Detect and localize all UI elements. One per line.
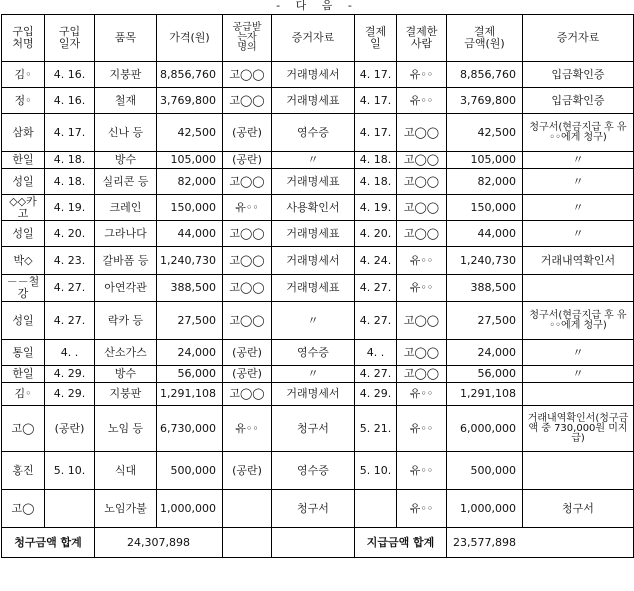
amount-cell: 27,500	[447, 302, 523, 340]
paid-total-value: 23,577,898	[447, 528, 634, 558]
pay-date-cell: 4. 17.	[355, 88, 397, 114]
price-cell: 105,000	[157, 152, 223, 169]
price-cell: 82,000	[157, 169, 223, 195]
vendor-cell: 한일	[2, 366, 45, 383]
table-row	[2, 302, 634, 340]
amount-cell: 44,000	[447, 221, 523, 247]
amount-cell: 8,856,760	[447, 62, 523, 88]
evidence2-cell	[523, 383, 634, 406]
amount-cell: 105,000	[447, 152, 523, 169]
blank-cell	[272, 528, 355, 558]
date-cell: 4. 27.	[45, 275, 95, 302]
payer-cell: 유◦◦	[397, 247, 447, 275]
evidence2-cell: 〃	[523, 340, 634, 366]
item-cell: 아연각관	[95, 275, 157, 302]
evidence2-cell: 입금확인증	[523, 62, 634, 88]
header-row	[2, 15, 634, 62]
evidence-cell: 거래명세표	[272, 88, 355, 114]
price-cell: 1,000,000	[157, 490, 223, 528]
pay-date-cell: 4. 29.	[355, 383, 397, 406]
table-row	[2, 366, 634, 383]
evidence2-cell: 거래내역확인서(청구금액 중 730,000원 미지급)	[523, 406, 634, 452]
payer-cell: 고◯◯	[397, 152, 447, 169]
payee-cell: (공란)	[223, 340, 272, 366]
evidence2-cell: 청구서	[523, 490, 634, 528]
payer-cell: 유◦◦	[397, 452, 447, 490]
item-cell: 식대	[95, 452, 157, 490]
date-cell: (공란)	[45, 406, 95, 452]
amount-cell: 42,500	[447, 114, 523, 152]
pay-date-cell: 4. 17.	[355, 62, 397, 88]
price-cell: 1,291,108	[157, 383, 223, 406]
item-cell: 노임가불	[95, 490, 157, 528]
evidence-cell: 영수증	[272, 452, 355, 490]
payer-cell: 고◯◯	[397, 195, 447, 221]
amount-cell: 500,000	[447, 452, 523, 490]
amount-cell: 1,000,000	[447, 490, 523, 528]
payer-cell: 유◦◦	[397, 88, 447, 114]
vendor-cell: 한일	[2, 152, 45, 169]
amount-cell: 150,000	[447, 195, 523, 221]
pay-date-cell: 4. 27.	[355, 302, 397, 340]
payee-cell: 고◯◯	[223, 275, 272, 302]
table-row	[2, 221, 634, 247]
date-cell: 4. 23.	[45, 247, 95, 275]
table-row	[2, 340, 634, 366]
price-cell: 6,730,000	[157, 406, 223, 452]
vendor-cell: 통일	[2, 340, 45, 366]
evidence-cell: 거래명세서	[272, 62, 355, 88]
evidence2-cell: 〃	[523, 169, 634, 195]
evidence-cell: 영수증	[272, 340, 355, 366]
vendor-cell: 고◯	[2, 406, 45, 452]
item-cell: 철재	[95, 88, 157, 114]
payee-cell: 유◦◦	[223, 406, 272, 452]
payee-cell: (공란)	[223, 152, 272, 169]
vendor-cell: ◇◇카고	[2, 195, 45, 221]
evidence2-cell: 〃	[523, 152, 634, 169]
pay-date-cell: 5. 10.	[355, 452, 397, 490]
price-cell: 1,240,730	[157, 247, 223, 275]
price-cell: 56,000	[157, 366, 223, 383]
evidence-cell: 거래명세표	[272, 275, 355, 302]
table-row	[2, 114, 634, 152]
payer-cell: 고◯◯	[397, 114, 447, 152]
evidence-cell: 사용확인서	[272, 195, 355, 221]
payer-cell: 고◯◯	[397, 169, 447, 195]
payee-cell: (공란)	[223, 452, 272, 490]
payee-cell: 고◯◯	[223, 221, 272, 247]
payee-cell: 고◯◯	[223, 302, 272, 340]
payer-cell: 고◯◯	[397, 221, 447, 247]
payee-cell: (공란)	[223, 366, 272, 383]
price-cell: 500,000	[157, 452, 223, 490]
section-heading: - 다 음 -	[276, 0, 358, 12]
pay-date-cell: 4. .	[355, 340, 397, 366]
table-row	[2, 406, 634, 452]
date-cell: 4. 29.	[45, 383, 95, 406]
item-cell: 실리콘 등	[95, 169, 157, 195]
item-cell: 지붕판	[95, 62, 157, 88]
amount-cell: 1,291,108	[447, 383, 523, 406]
table-row	[2, 169, 634, 195]
header-payer: 결제한 사람	[397, 15, 447, 62]
date-cell: 4. 18.	[45, 169, 95, 195]
header-pay-date: 결제 일	[355, 15, 397, 62]
date-cell: 4. 16.	[45, 88, 95, 114]
evidence2-cell: 〃	[523, 195, 634, 221]
header-amount: 결제 금액(원)	[447, 15, 523, 62]
date-cell: 4. 19.	[45, 195, 95, 221]
price-cell: 8,856,760	[157, 62, 223, 88]
table-row	[2, 275, 634, 302]
amount-cell: 56,000	[447, 366, 523, 383]
date-cell: 4. 27.	[45, 302, 95, 340]
price-cell: 27,500	[157, 302, 223, 340]
evidence2-cell	[523, 452, 634, 490]
vendor-cell: 성일	[2, 169, 45, 195]
pay-date-cell: 4. 24.	[355, 247, 397, 275]
payer-cell: 고◯◯	[397, 366, 447, 383]
price-cell: 24,000	[157, 340, 223, 366]
evidence2-cell: 〃	[523, 366, 634, 383]
evidence-cell: 청구서	[272, 490, 355, 528]
table-row	[2, 247, 634, 275]
evidence-cell: 거래명세서	[272, 247, 355, 275]
evidence2-cell: 〃	[523, 221, 634, 247]
amount-cell: 3,769,800	[447, 88, 523, 114]
payment-table	[1, 14, 634, 558]
payee-cell: 고◯◯	[223, 247, 272, 275]
table-row	[2, 62, 634, 88]
amount-cell: 24,000	[447, 340, 523, 366]
payer-cell: 유◦◦	[397, 62, 447, 88]
pay-date-cell: 4. 18.	[355, 152, 397, 169]
header-vendor: 구입 처명	[2, 15, 45, 62]
claim-total-label: 청구금액 합계	[2, 528, 95, 558]
evidence2-cell: 거래내역확인서	[523, 247, 634, 275]
price-cell: 42,500	[157, 114, 223, 152]
price-cell: 150,000	[157, 195, 223, 221]
pay-date-cell: 4. 18.	[355, 169, 397, 195]
vendor-cell: －－철강	[2, 275, 45, 302]
pay-date-cell: 4. 20.	[355, 221, 397, 247]
date-cell: 4. 16.	[45, 62, 95, 88]
vendor-cell: 성일	[2, 221, 45, 247]
table-row	[2, 152, 634, 169]
payee-cell: 고◯◯	[223, 62, 272, 88]
item-cell: 방수	[95, 366, 157, 383]
table-row	[2, 490, 634, 528]
item-cell: 신나 등	[95, 114, 157, 152]
evidence-cell: 〃	[272, 366, 355, 383]
date-cell: 4. 17.	[45, 114, 95, 152]
vendor-cell: 성일	[2, 302, 45, 340]
payer-cell: 유◦◦	[397, 275, 447, 302]
payer-cell: 유◦◦	[397, 406, 447, 452]
vendor-cell: 고◯	[2, 490, 45, 528]
evidence-cell: 거래명세서	[272, 383, 355, 406]
header-evidence2: 증거자료	[523, 15, 634, 62]
evidence-cell: 거래명세표	[272, 221, 355, 247]
evidence2-cell: 청구서(현금지급 후 유◦◦에게 청구)	[523, 114, 634, 152]
item-cell: 방수	[95, 152, 157, 169]
evidence-cell: 거래명세표	[272, 169, 355, 195]
evidence-cell: 영수증	[272, 114, 355, 152]
payee-cell: 고◯◯	[223, 169, 272, 195]
payee-cell: 유◦◦	[223, 195, 272, 221]
table-row	[2, 195, 634, 221]
amount-cell: 82,000	[447, 169, 523, 195]
date-cell: 4. 29.	[45, 366, 95, 383]
evidence-cell: 〃	[272, 152, 355, 169]
date-cell: 4. .	[45, 340, 95, 366]
blank-cell	[223, 528, 272, 558]
amount-cell: 6,000,000	[447, 406, 523, 452]
item-cell: 그라나다	[95, 221, 157, 247]
vendor-cell: 삼화	[2, 114, 45, 152]
payee-cell: (공란)	[223, 114, 272, 152]
amount-cell: 388,500	[447, 275, 523, 302]
header-evidence: 증거자료	[272, 15, 355, 62]
header-payee: 공급받 는자 명의	[223, 15, 272, 62]
pay-date-cell	[355, 490, 397, 528]
pay-date-cell: 4. 17.	[355, 114, 397, 152]
price-cell: 44,000	[157, 221, 223, 247]
payer-cell: 유◦◦	[397, 490, 447, 528]
price-cell: 388,500	[157, 275, 223, 302]
header-item: 품목	[95, 15, 157, 62]
payer-cell: 고◯◯	[397, 340, 447, 366]
item-cell: 노임 등	[95, 406, 157, 452]
pay-date-cell: 4. 27.	[355, 275, 397, 302]
pay-date-cell: 4. 19.	[355, 195, 397, 221]
pay-date-cell: 5. 21.	[355, 406, 397, 452]
payee-cell: 고◯◯	[223, 383, 272, 406]
evidence2-cell	[523, 275, 634, 302]
item-cell: 락카 등	[95, 302, 157, 340]
item-cell: 지붕판	[95, 383, 157, 406]
vendor-cell: 정◦	[2, 88, 45, 114]
vendor-cell: 김◦	[2, 62, 45, 88]
evidence-cell: 청구서	[272, 406, 355, 452]
vendor-cell: 홍진	[2, 452, 45, 490]
date-cell: 4. 20.	[45, 221, 95, 247]
totals-row	[2, 528, 634, 558]
vendor-cell: 박◇	[2, 247, 45, 275]
paid-total-label: 지급금액 합계	[355, 528, 447, 558]
date-cell: 5. 10.	[45, 452, 95, 490]
table-row	[2, 88, 634, 114]
evidence-cell: 〃	[272, 302, 355, 340]
item-cell: 크레인	[95, 195, 157, 221]
payee-cell	[223, 490, 272, 528]
payee-cell: 고◯◯	[223, 88, 272, 114]
table-row	[2, 452, 634, 490]
date-cell	[45, 490, 95, 528]
item-cell: 산소가스	[95, 340, 157, 366]
date-cell: 4. 18.	[45, 152, 95, 169]
payer-cell: 유◦◦	[397, 383, 447, 406]
vendor-cell: 김◦	[2, 383, 45, 406]
claim-total-value: 24,307,898	[95, 528, 223, 558]
header-date: 구입 일자	[45, 15, 95, 62]
item-cell: 갈바폼 등	[95, 247, 157, 275]
amount-cell: 1,240,730	[447, 247, 523, 275]
pay-date-cell: 4. 27.	[355, 366, 397, 383]
evidence2-cell: 입금확인증	[523, 88, 634, 114]
evidence2-cell: 청구서(현금지급 후 유◦◦에게 청구)	[523, 302, 634, 340]
header-price: 가격(원)	[157, 15, 223, 62]
payer-cell: 고◯◯	[397, 302, 447, 340]
price-cell: 3,769,800	[157, 88, 223, 114]
table-row	[2, 383, 634, 406]
